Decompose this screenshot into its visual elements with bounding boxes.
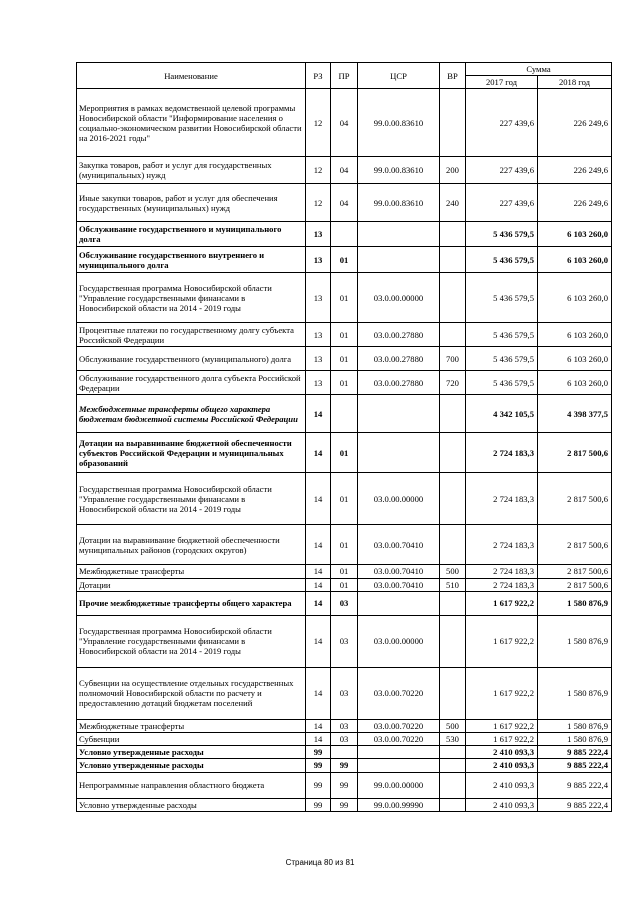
table-row bbox=[77, 222, 612, 247]
cell-csr: 03.0.00.70220 bbox=[358, 719, 440, 732]
cell-pr: 04 bbox=[331, 89, 358, 157]
cell-rz: 13 bbox=[306, 247, 331, 273]
header-sum: Сумма bbox=[466, 63, 612, 76]
cell-sum-2018: 1 580 876,9 bbox=[538, 719, 612, 732]
page-footer: Страница 80 из 81 bbox=[285, 858, 355, 867]
header-year-2017: 2017 год bbox=[466, 76, 538, 89]
cell-name: Субвенции на осуществление отдельных государственных полномочий Новосибирской области по расчету и предоставлению дотаций бюджетам поселений bbox=[77, 667, 306, 719]
cell-name: Непрограммные направления областного бюджета bbox=[77, 772, 306, 798]
cell-vr: 700 bbox=[440, 347, 466, 371]
cell-sum-2017: 227 439,6 bbox=[466, 157, 538, 184]
cell-rz: 99 bbox=[306, 772, 331, 798]
cell-csr bbox=[358, 395, 440, 433]
table-row bbox=[77, 578, 612, 591]
cell-name: Мероприятия в рамках ведомственной целевой программы Новосибирской области "Информирование населения о социально-экономическом развитии Новосибирской области на 2016-2021 годы" bbox=[77, 89, 306, 157]
cell-vr bbox=[440, 222, 466, 247]
cell-sum-2018: 9 885 222,4 bbox=[538, 772, 612, 798]
table-row bbox=[77, 733, 612, 746]
cell-sum-2017: 2 724 183,3 bbox=[466, 433, 538, 473]
cell-csr: 03.0.00.70410 bbox=[358, 525, 440, 565]
table-header bbox=[77, 63, 612, 89]
table-row bbox=[77, 667, 612, 719]
cell-name: Прочие межбюджетные трансферты общего характера bbox=[77, 591, 306, 615]
cell-vr bbox=[440, 667, 466, 719]
cell-pr: 01 bbox=[331, 578, 358, 591]
cell-pr: 03 bbox=[331, 733, 358, 746]
cell-pr: 01 bbox=[331, 433, 358, 473]
cell-sum-2017: 5 436 579,5 bbox=[466, 247, 538, 273]
cell-vr bbox=[440, 798, 466, 811]
cell-sum-2017: 227 439,6 bbox=[466, 89, 538, 157]
table-row bbox=[77, 323, 612, 347]
cell-csr: 99.0.00.83610 bbox=[358, 157, 440, 184]
cell-rz: 12 bbox=[306, 184, 331, 222]
cell-name: Государственная программа Новосибирской области "Управление государственными финансами в Новосибирской области на 2014 - 2019 годы bbox=[77, 473, 306, 525]
cell-pr: 01 bbox=[331, 273, 358, 323]
cell-sum-2017: 5 436 579,5 bbox=[466, 323, 538, 347]
cell-name: Государственная программа Новосибирской области "Управление государственными финансами в Новосибирской области на 2014 - 2019 годы bbox=[77, 273, 306, 323]
cell-vr: 500 bbox=[440, 565, 466, 578]
cell-csr: 03.0.00.70410 bbox=[358, 578, 440, 591]
cell-rz: 14 bbox=[306, 578, 331, 591]
cell-sum-2017: 227 439,6 bbox=[466, 184, 538, 222]
cell-rz: 13 bbox=[306, 323, 331, 347]
cell-pr: 03 bbox=[331, 719, 358, 732]
cell-name: Дотации на выравнивание бюджетной обеспеченности муниципальных районов (городских округов) bbox=[77, 525, 306, 565]
table-row bbox=[77, 473, 612, 525]
cell-pr: 99 bbox=[331, 759, 358, 772]
cell-vr bbox=[440, 591, 466, 615]
cell-pr: 99 bbox=[331, 772, 358, 798]
cell-sum-2017: 2 724 183,3 bbox=[466, 565, 538, 578]
cell-rz: 13 bbox=[306, 371, 331, 395]
cell-name: Дотации на выравнивание бюджетной обеспеченности субъектов Российской Федерации и муниципальных образований bbox=[77, 433, 306, 473]
cell-sum-2017: 1 617 922,2 bbox=[466, 733, 538, 746]
cell-rz: 12 bbox=[306, 89, 331, 157]
cell-sum-2018: 1 580 876,9 bbox=[538, 667, 612, 719]
cell-vr bbox=[440, 433, 466, 473]
cell-sum-2018: 2 817 500,6 bbox=[538, 433, 612, 473]
cell-name: Государственная программа Новосибирской области "Управление государственными финансами в Новосибирской области на 2014 - 2019 годы bbox=[77, 615, 306, 667]
cell-csr: 99.0.00.83610 bbox=[358, 184, 440, 222]
cell-rz: 12 bbox=[306, 157, 331, 184]
cell-pr bbox=[331, 395, 358, 433]
cell-rz: 13 bbox=[306, 273, 331, 323]
cell-rz: 14 bbox=[306, 473, 331, 525]
cell-vr bbox=[440, 247, 466, 273]
cell-sum-2018: 9 885 222,4 bbox=[538, 798, 612, 811]
budget-table bbox=[76, 62, 612, 812]
cell-csr bbox=[358, 746, 440, 759]
header-rz: РЗ bbox=[306, 63, 331, 89]
cell-sum-2017: 1 617 922,2 bbox=[466, 667, 538, 719]
cell-vr: 500 bbox=[440, 719, 466, 732]
cell-pr: 01 bbox=[331, 371, 358, 395]
cell-sum-2018: 6 103 260,0 bbox=[538, 247, 612, 273]
table-row bbox=[77, 798, 612, 811]
cell-sum-2018: 1 580 876,9 bbox=[538, 733, 612, 746]
cell-sum-2018: 226 249,6 bbox=[538, 157, 612, 184]
header-year-2018: 2018 год bbox=[538, 76, 612, 89]
table-row bbox=[77, 371, 612, 395]
cell-rz: 14 bbox=[306, 433, 331, 473]
cell-pr: 03 bbox=[331, 667, 358, 719]
cell-sum-2018: 6 103 260,0 bbox=[538, 371, 612, 395]
cell-pr: 04 bbox=[331, 157, 358, 184]
cell-rz: 99 bbox=[306, 798, 331, 811]
cell-csr bbox=[358, 222, 440, 247]
cell-name: Процентные платежи по государственному долгу субъекта Российской Федерации bbox=[77, 323, 306, 347]
cell-name: Обслуживание государственного долга субъекта Российской Федерации bbox=[77, 371, 306, 395]
cell-name: Дотации bbox=[77, 578, 306, 591]
table-row bbox=[77, 433, 612, 473]
table-row bbox=[77, 273, 612, 323]
cell-sum-2017: 5 436 579,5 bbox=[466, 347, 538, 371]
cell-vr bbox=[440, 615, 466, 667]
table-row bbox=[77, 157, 612, 184]
cell-vr: 240 bbox=[440, 184, 466, 222]
cell-name: Условно утвержденные расходы bbox=[77, 759, 306, 772]
cell-csr: 99.0.00.00000 bbox=[358, 772, 440, 798]
table-row bbox=[77, 247, 612, 273]
cell-rz: 14 bbox=[306, 565, 331, 578]
cell-vr: 720 bbox=[440, 371, 466, 395]
cell-vr bbox=[440, 473, 466, 525]
cell-sum-2018: 6 103 260,0 bbox=[538, 273, 612, 323]
cell-name: Условно утвержденные расходы bbox=[77, 798, 306, 811]
table-row bbox=[77, 395, 612, 433]
cell-csr: 99.0.00.83610 bbox=[358, 89, 440, 157]
cell-sum-2017: 2 724 183,3 bbox=[466, 473, 538, 525]
cell-sum-2018: 4 398 377,5 bbox=[538, 395, 612, 433]
cell-rz: 14 bbox=[306, 719, 331, 732]
table-row bbox=[77, 184, 612, 222]
cell-rz: 99 bbox=[306, 759, 331, 772]
cell-sum-2018: 9 885 222,4 bbox=[538, 746, 612, 759]
cell-sum-2017: 5 436 579,5 bbox=[466, 222, 538, 247]
cell-rz: 13 bbox=[306, 347, 331, 371]
table-row bbox=[77, 565, 612, 578]
cell-vr: 200 bbox=[440, 157, 466, 184]
cell-csr bbox=[358, 247, 440, 273]
cell-sum-2018: 6 103 260,0 bbox=[538, 323, 612, 347]
cell-csr bbox=[358, 591, 440, 615]
cell-vr bbox=[440, 273, 466, 323]
cell-rz: 14 bbox=[306, 591, 331, 615]
cell-name: Условно утвержденные расходы bbox=[77, 746, 306, 759]
cell-sum-2017: 2 410 093,3 bbox=[466, 759, 538, 772]
cell-sum-2018: 2 817 500,6 bbox=[538, 565, 612, 578]
cell-sum-2018: 2 817 500,6 bbox=[538, 578, 612, 591]
cell-rz: 14 bbox=[306, 667, 331, 719]
cell-csr bbox=[358, 759, 440, 772]
cell-csr: 03.0.00.00000 bbox=[358, 273, 440, 323]
cell-vr bbox=[440, 89, 466, 157]
cell-sum-2017: 1 617 922,2 bbox=[466, 591, 538, 615]
cell-pr: 01 bbox=[331, 247, 358, 273]
table-row bbox=[77, 89, 612, 157]
cell-pr: 99 bbox=[331, 798, 358, 811]
cell-sum-2018: 1 580 876,9 bbox=[538, 615, 612, 667]
cell-pr: 01 bbox=[331, 323, 358, 347]
cell-sum-2017: 2 410 093,3 bbox=[466, 746, 538, 759]
cell-sum-2017: 5 436 579,5 bbox=[466, 371, 538, 395]
header-pr: ПР bbox=[331, 63, 358, 89]
cell-csr: 03.0.00.70220 bbox=[358, 733, 440, 746]
cell-sum-2017: 1 617 922,2 bbox=[466, 615, 538, 667]
cell-rz: 14 bbox=[306, 733, 331, 746]
cell-pr: 01 bbox=[331, 347, 358, 371]
cell-vr bbox=[440, 772, 466, 798]
cell-pr: 01 bbox=[331, 473, 358, 525]
cell-sum-2018: 9 885 222,4 bbox=[538, 759, 612, 772]
cell-name: Обслуживание государственного и муниципального долга bbox=[77, 222, 306, 247]
cell-vr bbox=[440, 746, 466, 759]
cell-pr: 04 bbox=[331, 184, 358, 222]
cell-name: Иные закупки товаров, работ и услуг для обеспечения государственных (муниципальных) нужд bbox=[77, 184, 306, 222]
cell-pr: 01 bbox=[331, 525, 358, 565]
header-vr: ВР bbox=[440, 63, 466, 89]
cell-name: Субвенции bbox=[77, 733, 306, 746]
cell-sum-2017: 2 724 183,3 bbox=[466, 578, 538, 591]
cell-csr: 03.0.00.27880 bbox=[358, 371, 440, 395]
cell-name: Межбюджетные трансферты общего характера бюджетам бюджетной системы Российской Федерации bbox=[77, 395, 306, 433]
header-name: Наименование bbox=[77, 63, 306, 89]
table-row bbox=[77, 746, 612, 759]
cell-name: Межбюджетные трансферты bbox=[77, 565, 306, 578]
cell-name: Закупка товаров, работ и услуг для государственных (муниципальных) нужд bbox=[77, 157, 306, 184]
cell-vr: 530 bbox=[440, 733, 466, 746]
cell-csr: 03.0.00.27880 bbox=[358, 347, 440, 371]
table-row bbox=[77, 615, 612, 667]
cell-sum-2018: 226 249,6 bbox=[538, 89, 612, 157]
cell-vr: 510 bbox=[440, 578, 466, 591]
cell-vr bbox=[440, 525, 466, 565]
cell-rz: 14 bbox=[306, 525, 331, 565]
cell-sum-2017: 1 617 922,2 bbox=[466, 719, 538, 732]
cell-sum-2017: 4 342 105,5 bbox=[466, 395, 538, 433]
table-row bbox=[77, 719, 612, 732]
cell-rz: 14 bbox=[306, 395, 331, 433]
table-row bbox=[77, 347, 612, 371]
cell-sum-2018: 2 817 500,6 bbox=[538, 473, 612, 525]
cell-rz: 13 bbox=[306, 222, 331, 247]
cell-name: Обслуживание государственного внутреннего и муниципального долга bbox=[77, 247, 306, 273]
cell-rz: 99 bbox=[306, 746, 331, 759]
cell-csr: 03.0.00.00000 bbox=[358, 615, 440, 667]
cell-csr: 03.0.00.00000 bbox=[358, 473, 440, 525]
table-row bbox=[77, 591, 612, 615]
cell-pr: 01 bbox=[331, 565, 358, 578]
table-row bbox=[77, 759, 612, 772]
cell-sum-2018: 226 249,6 bbox=[538, 184, 612, 222]
cell-sum-2017: 5 436 579,5 bbox=[466, 273, 538, 323]
cell-sum-2018: 6 103 260,0 bbox=[538, 347, 612, 371]
cell-pr bbox=[331, 222, 358, 247]
cell-name: Межбюджетные трансферты bbox=[77, 719, 306, 732]
cell-name: Обслуживание государственного (муниципального) долга bbox=[77, 347, 306, 371]
cell-vr bbox=[440, 395, 466, 433]
cell-sum-2017: 2 724 183,3 bbox=[466, 525, 538, 565]
table-row bbox=[77, 525, 612, 565]
cell-rz: 14 bbox=[306, 615, 331, 667]
table-body bbox=[77, 89, 612, 811]
header-csr: ЦСР bbox=[358, 63, 440, 89]
cell-pr: 03 bbox=[331, 615, 358, 667]
cell-vr bbox=[440, 323, 466, 347]
cell-pr bbox=[331, 746, 358, 759]
cell-pr: 03 bbox=[331, 591, 358, 615]
cell-csr bbox=[358, 433, 440, 473]
table-row bbox=[77, 772, 612, 798]
cell-sum-2018: 1 580 876,9 bbox=[538, 591, 612, 615]
cell-csr: 03.0.00.70220 bbox=[358, 667, 440, 719]
cell-csr: 03.0.00.70410 bbox=[358, 565, 440, 578]
cell-sum-2017: 2 410 093,3 bbox=[466, 798, 538, 811]
cell-csr: 99.0.00.99990 bbox=[358, 798, 440, 811]
cell-sum-2018: 6 103 260,0 bbox=[538, 222, 612, 247]
cell-vr bbox=[440, 759, 466, 772]
cell-sum-2018: 2 817 500,6 bbox=[538, 525, 612, 565]
cell-sum-2017: 2 410 093,3 bbox=[466, 772, 538, 798]
cell-csr: 03.0.00.27880 bbox=[358, 323, 440, 347]
